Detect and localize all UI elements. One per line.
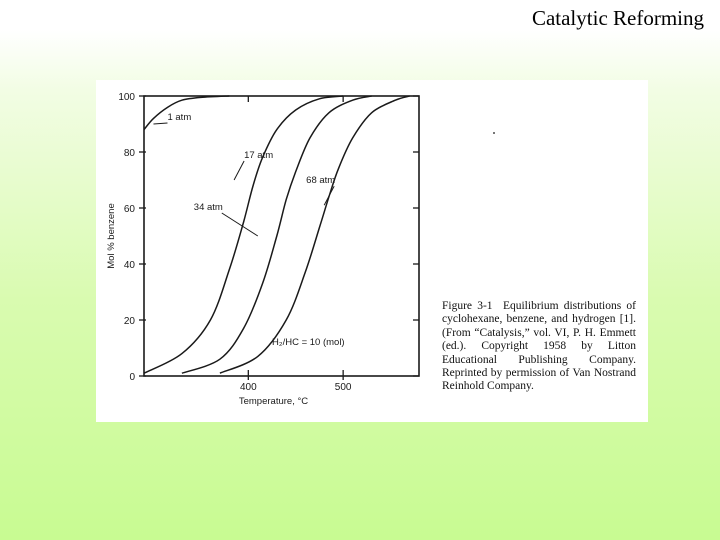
y-tick-label: 60 <box>123 204 135 215</box>
x-tick-label: 400 <box>239 382 257 393</box>
scan-speck <box>493 132 495 134</box>
figure-caption <box>442 300 636 394</box>
plot-frame <box>144 96 419 376</box>
curve-label: 1 atm <box>167 112 192 123</box>
curve-label-leader <box>234 161 244 180</box>
curve-label: 68 atm <box>306 175 336 187</box>
y-tick-label: 80 <box>123 148 135 159</box>
curve-label: 34 atm <box>193 202 223 213</box>
caption-text: Equilibrium distributions of cyclohexane, benzene, and hydrogen [1]. (From “Catalysis,” vol. VI, P. H. Emmett (ed.). Copyright 1958 by Litton Educational Publishing Company. Reprinted by permission of Van Nostrand Reinhold Company. <box>442 300 637 393</box>
series-line-17-atm <box>144 96 343 373</box>
curve-label-leader <box>153 123 167 124</box>
y-tick-label: 0 <box>129 372 135 383</box>
series-line-68-atm <box>220 96 410 373</box>
x-axis-title: Temperature, °C <box>238 396 309 407</box>
series-line-34-atm <box>182 96 372 373</box>
x-tick-label: 500 <box>334 382 352 393</box>
y-tick-label: 100 <box>118 92 135 103</box>
slide-title: Catalytic Reforming <box>531 6 704 30</box>
y-axis-title: Mol % benzene <box>106 203 117 269</box>
curve-label-leader <box>324 186 334 205</box>
figure-panel <box>96 80 648 422</box>
y-tick-label: 40 <box>123 260 135 271</box>
curve-label: 17 atm <box>244 150 274 161</box>
ratio-annotation: H₂/HC = 10 (mol) <box>272 337 345 349</box>
caption-label: Figure 3-1 <box>442 300 493 312</box>
curve-label-leader <box>222 213 258 236</box>
y-tick-label: 20 <box>123 316 135 327</box>
